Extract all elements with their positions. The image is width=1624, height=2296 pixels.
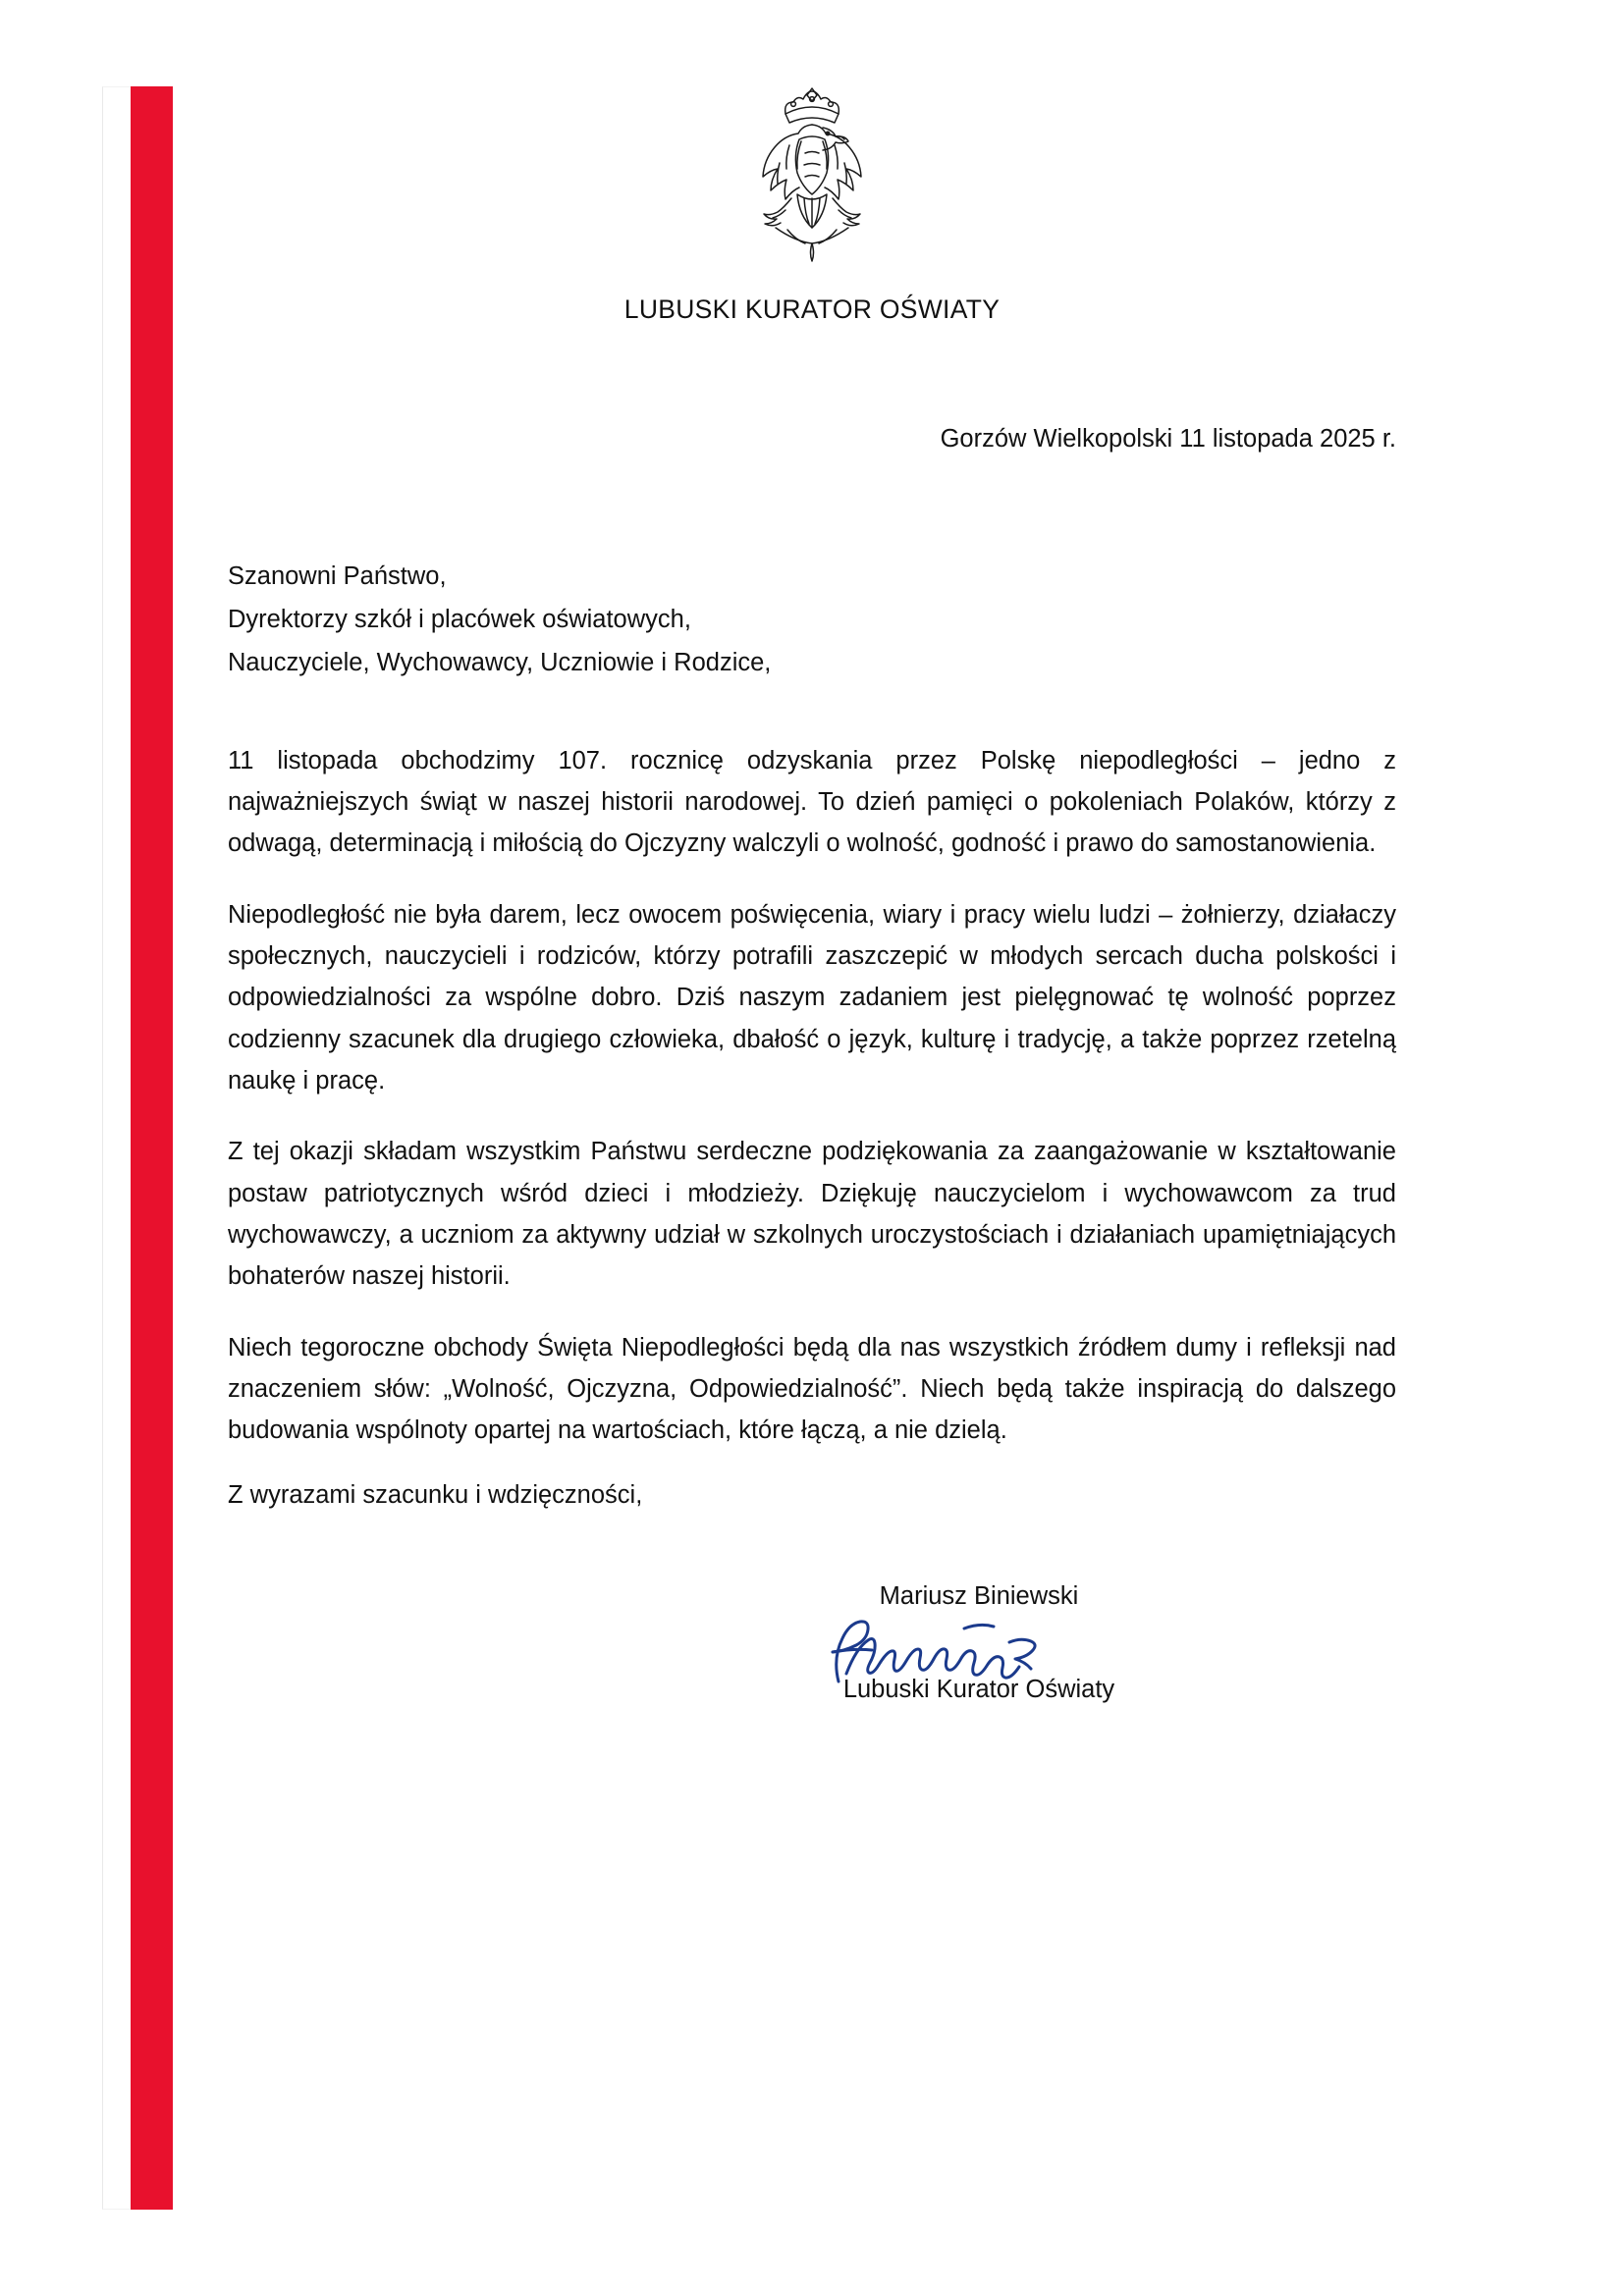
signature-block [228,1582,1396,1704]
signatory-name: Mariusz Biniewski [879,1581,1079,1610]
polish-eagle-emblem-icon [729,80,895,267]
salutation-line-2: Dyrektorzy szkół i placówek oświatowych, [228,605,691,633]
red-bar [131,86,173,2210]
salutation-line-1: Szanowni Państwo, [228,562,447,590]
paragraph-1: 11 listopada obchodzimy 107. rocznicę odzyskania przez Polskę niepodległości – jedno z najważniejszych świąt w naszej historii narodowej. To dzień pamięci o pokoleniach Polaków, którzy z odwagą, determinacją i miłością do Ojczyzny walczyli o wolność, godność i prawo do samostanowienia. [228,746,1396,858]
signatory-role: Lubuski Kurator Oświaty [842,1675,1115,1703]
place-and-date: Gorzów Wielkopolski 11 listopada 2025 r. [940,425,1396,453]
paragraph-3: Z tej okazji składam wszystkim Państwu serdeczne podziękowania za zaangażowanie w kształtowanie postaw patriotycznych wśród dzieci i młodzieży. Dziękuję nauczycielom i wychowawcom za trud wychowawczy, a uczniom za aktywny udział w szkolnych uroczystościach i działaniach upamiętniających bohaterów naszej historii. [228,1138,1396,1291]
decorative-side-bars [102,86,173,2210]
closing-line: Z wyrazami szacunku i wdzięczności, [228,1480,643,1509]
white-bar [102,86,131,2210]
emblem-container [228,80,1396,267]
salutation-block [228,556,1396,685]
letter-content [228,75,1396,1704]
paragraph-2: Niepodległość nie była darem, lecz owocem poświęcenia, wiary i pracy wielu ludzi – żołnierzy, działaczy społecznych, nauczycieli i rodziców, którzy potrafili zaszczepić w młodych sercach ducha polskości i odpowiedzialności za wspólne dobro. Dziś naszym zadaniem jest pielęgnować tę wolność poprzez codzienny szacunek dla drugiego człowieka, dbałość o język, kulturę i tradycję, a także poprzez rzetelną naukę i pracę. [228,900,1396,1095]
organization-title: LUBUSKI KURATOR OŚWIATY [623,294,1001,324]
salutation-line-3: Nauczyciele, Wychowawcy, Uczniowie i Rodzice, [228,648,772,676]
paragraph-4: Niech tegoroczne obchody Święta Niepodległości będą dla nas wszystkich źródłem dumy i refleksji nad znaczeniem słów: „Wolność, Ojczyzna, Odpowiedzialność”. Niech będą także inspiracją do dalszego budowania wspólnoty opartej na wartościach, które łączą, a nie dzielą. [228,1333,1396,1445]
letter-body [228,740,1396,1452]
